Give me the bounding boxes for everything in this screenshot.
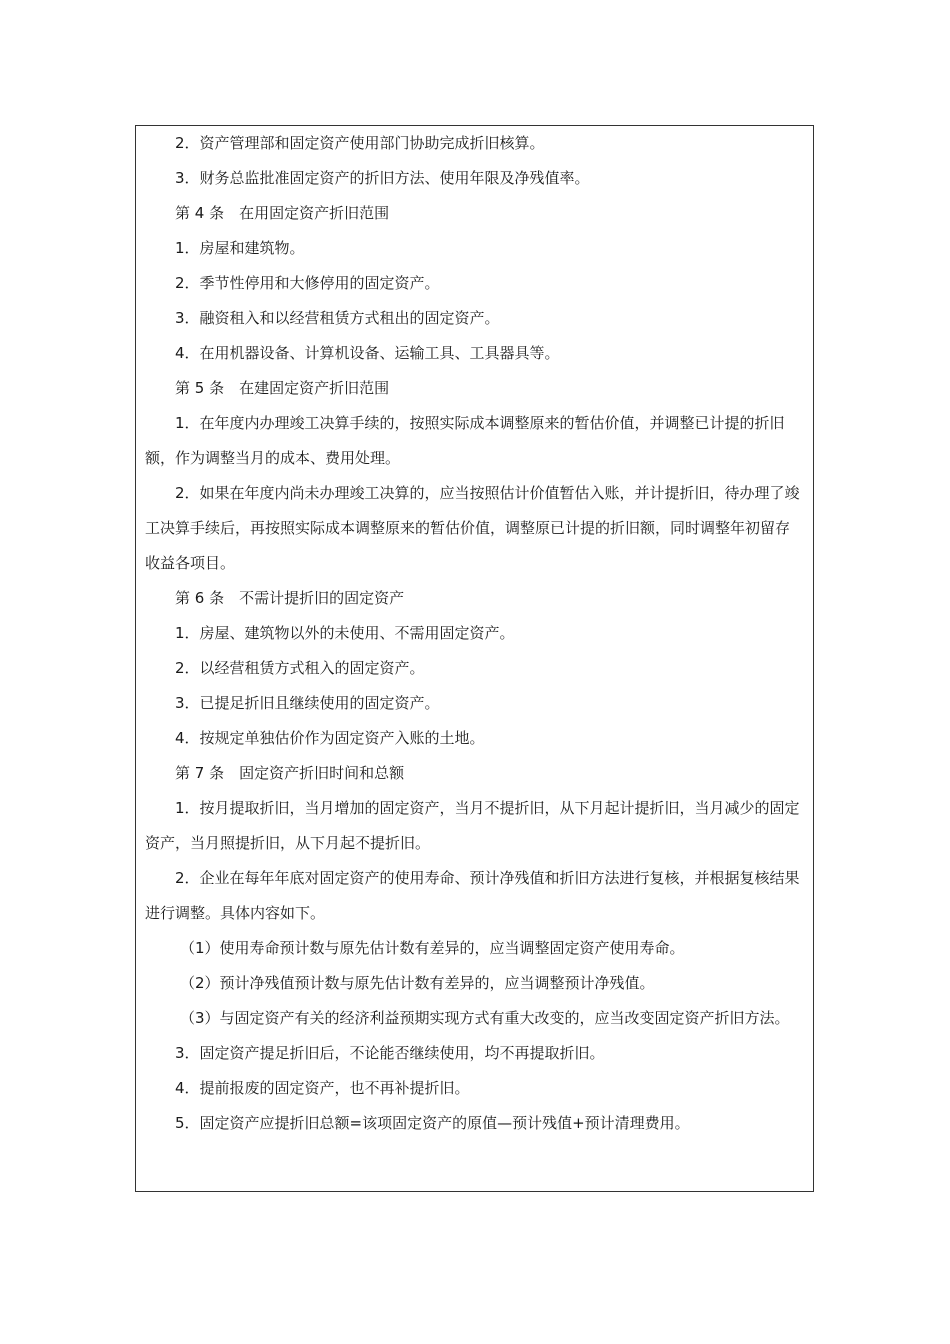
- paragraph: 3．融资租入和以经营租赁方式租出的固定资产。: [175, 309, 500, 327]
- paragraph: 2．季节性停用和大修停用的固定资产。: [175, 274, 440, 292]
- paragraph: 2．资产管理部和固定资产使用部门协助完成折旧核算。: [175, 134, 545, 152]
- paragraph: 3．已提足折旧且继续使用的固定资产。: [175, 694, 440, 712]
- paragraph: 1．房屋、建筑物以外的未使用、不需用固定资产。: [175, 624, 515, 642]
- paragraph: 5．固定资产应提折旧总额=该项固定资产的原值—预计残值+预计清理费用。: [175, 1114, 690, 1132]
- paragraph: （1）使用寿命预计数与原先估计数有差异的，应当调整固定资产使用寿命。: [180, 939, 685, 957]
- paragraph: 2．企业在每年年底对固定资产的使用寿命、预计净残值和折旧方法进行复核，并根据复核结果进行调整。具体内容如下。: [145, 869, 800, 922]
- paragraph: 3．财务总监批准固定资产的折旧方法、使用年限及净残值率。: [175, 169, 590, 187]
- paragraph: 第 6 条 不需计提折旧的固定资产: [175, 589, 405, 607]
- paragraph: （3）与固定资产有关的经济利益预期实现方式有重大改变的，应当改变固定资产折旧方法。: [180, 1009, 790, 1027]
- paragraph: 1．在年度内办理竣工决算手续的，按照实际成本调整原来的暂估价值，并调整已计提的折旧额，作为调整当月的成本、费用处理。: [145, 414, 785, 467]
- paragraph: 4．提前报废的固定资产，也不再补提折旧。: [175, 1079, 470, 1097]
- paragraph: 1．按月提取折旧，当月增加的固定资产，当月不提折旧，从下月起计提折旧，当月减少的固定资产，当月照提折旧，从下月起不提折旧。: [145, 799, 800, 852]
- paragraph: 第 4 条 在用固定资产折旧范围: [175, 204, 390, 222]
- paragraph: 4．在用机器设备、计算机设备、运输工具、工具器具等。: [175, 344, 560, 362]
- paragraph: 4．按规定单独估价作为固定资产入账的土地。: [175, 729, 485, 747]
- paragraph: 第 7 条 固定资产折旧时间和总额: [175, 764, 405, 782]
- paragraph: 3．固定资产提足折旧后，不论能否继续使用，均不再提取折旧。: [175, 1044, 605, 1062]
- paragraph: 2．如果在年度内尚未办理竣工决算的，应当按照估计价值暂估入账，并计提折旧，待办理了竣工决算手续后，再按照实际成本调整原来的暂估价值，调整原已计提的折旧额，同时调整年初留存收益各项目。: [145, 484, 800, 572]
- content-frame: [135, 125, 814, 1192]
- paragraph: 第 5 条 在建固定资产折旧范围: [175, 379, 390, 397]
- paragraph: 2．以经营租赁方式租入的固定资产。: [175, 659, 425, 677]
- paragraph: （2）预计净残值预计数与原先估计数有差异的，应当调整预计净残值。: [180, 974, 655, 992]
- document-body: [136, 126, 813, 1141]
- paragraph: 1．房屋和建筑物。: [175, 239, 305, 257]
